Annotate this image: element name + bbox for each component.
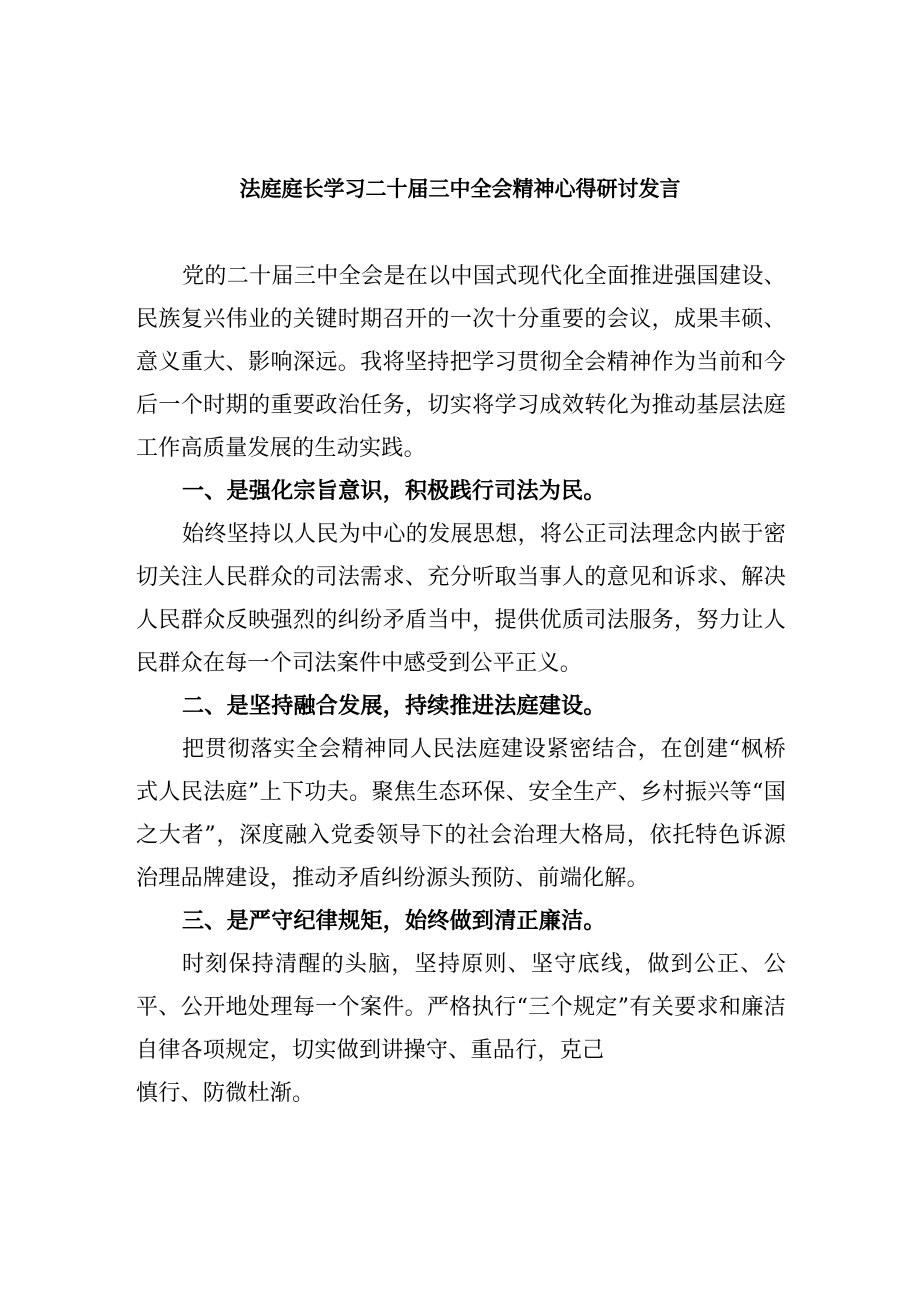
paragraph-section-3-continued: 慎行、防微杜渐。 <box>136 1081 315 1106</box>
paragraph-section-1: 始终坚持以人民为中心的发展思想，将公正司法理念内嵌于密切关注人民群众的司法需求、充分听取当事人的意见和诉求、解决人民群众反映强烈的纠纷矛盾当中，提供优质司法服务，努力让人民群众在每一个司法案件中感受到公平正义。 <box>136 522 786 676</box>
section-heading-2: 二、是坚持融合发展，持续推进法庭建设。 <box>182 694 606 719</box>
section-heading-1: 一、是强化宗旨意识，积极践行司法为民。 <box>182 479 606 504</box>
document-title: 法庭庭长学习二十届三中全会精神心得研讨发言 <box>239 177 681 201</box>
document-body <box>136 255 786 1115</box>
paragraph-section-2: 把贯彻落实全会精神同人民法庭建设紧密结合，在创建“枫桥式人民法庭”上下功夫。聚焦生态环保、安全生产、乡村振兴等“国之大者”，深度融入党委领导下的社会治理大格局，依托特色诉源治理品牌建设，推动矛盾纠纷源头预防、前端化解。 <box>136 737 786 891</box>
paragraph-section-3: 时刻保持清醒的头脑，坚持原则、坚守底线，做到公正、公平、公开地处理每一个案件。严格执行“三个规定”有关要求和廉洁自律各项规定，切实做到讲操守、重品行，克己 <box>136 952 786 1063</box>
paragraph-intro: 党的二十届三中全会是在以中国式现代化全面推进强国建设、民族复兴伟业的关键时期召开的一次十分重要的会议，成果丰硕、意义重大、影响深远。我将坚持把学习贯彻全会精神作为当前和今后一个时期的重要政治任务，切实将学习成效转化为推动基层法庭工作高质量发展的生动实践。 <box>136 264 786 461</box>
section-heading-3: 三、是严守纪律规矩，始终做到清正廉洁。 <box>182 909 606 934</box>
